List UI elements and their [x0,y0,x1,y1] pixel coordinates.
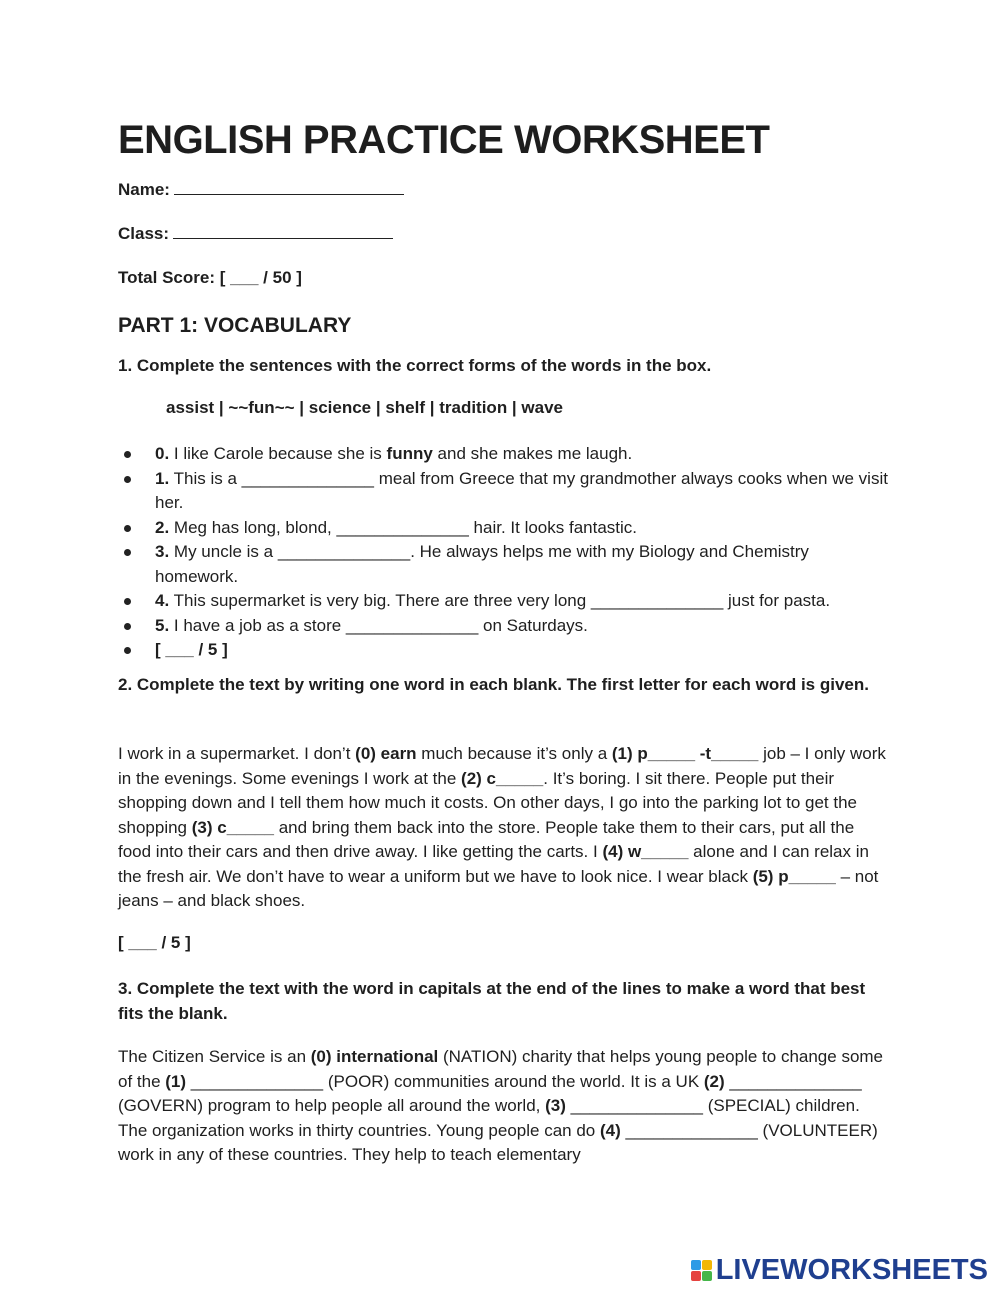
list-item [118,467,888,516]
q2-blank-3[interactable]: (3) c_____ [191,817,274,837]
q3-blank-2[interactable]: ______________ (GOVERN) program to help people all around the world, [118,1071,862,1115]
item-text-end: and she makes me laugh. [432,444,633,463]
q2-blank-2[interactable]: (2) c_____ [461,768,544,788]
bullet-icon [124,451,131,458]
list-item [118,442,888,467]
q3-blank-number: (3) [545,1096,566,1115]
q2-text-part: much because it’s only a [416,744,612,763]
class-field [118,224,393,244]
q3-blank-3[interactable]: ______________ (SPECIAL) children. The organization works in thirty countries. Young people can do [118,1096,860,1140]
q3-text-part: (NATION) charity that helps young people to change some of the [118,1047,884,1091]
class-blank-line[interactable] [173,224,393,239]
q3-text-part: The Citizen Service is an [118,1047,311,1066]
logo-square-icon [691,1271,701,1281]
logo-text: LIVEWORKSHEETS [715,1254,988,1286]
part1-heading: PART 1: VOCABULARY [118,314,352,337]
page-title: ENGLISH PRACTICE WORKSHEET [118,118,770,162]
name-blank-line[interactable] [174,180,404,195]
q3-blank-number: (1) [165,1071,187,1091]
item-text: I like Carole because she is [169,444,387,463]
item-number: 5. [155,615,170,635]
item-number: 0. [155,444,170,463]
total-score: Total Score: [ ___ / 50 ] [118,268,302,287]
q2-blank-4[interactable]: (4) w_____ [602,842,689,861]
q2-text-part: – not jeans – and black shoes. [118,866,879,910]
name-label: Name: [118,180,170,199]
list-item [118,614,888,639]
q3-instruction: 3. Complete the text with the word in capitals at the end of the lines to make a word that best fits the blank. [118,979,866,1023]
item-text[interactable]: Meg has long, blond, ______________ hair. It looks fantastic. [169,517,638,537]
q2-text-part: I work in a supermarket. I don’t [118,744,356,763]
q2-instruction: 2. Complete the text by writing one word in each blank. The first letter for each word is given. [118,675,869,694]
item-number: 4. [155,591,170,610]
item-answer-example: funny [386,444,433,463]
q1-word-box: assist | ~~fun~~ | science | shelf | tradition | wave [166,398,563,417]
logo-square-icon [691,1260,701,1270]
bullet-icon [124,525,131,532]
q2-example-answer: (0) earn [355,744,417,763]
item-text[interactable]: This is a ______________ meal from Greece that my grandmother always cooks when we visit her. [155,468,888,512]
bullet-icon [124,647,131,654]
bullet-icon [124,598,131,605]
q3-blank-number: (2) [703,1071,725,1091]
list-item [118,638,888,663]
q3-blank-4[interactable]: ______________ (VOLUNTEER) work in any of these countries. They help to teach elementary [118,1120,878,1164]
q3-example-answer: (0) international [310,1047,439,1066]
item-text[interactable]: My uncle is a ______________. He always helps me with my Biology and Chemistry homework. [155,542,809,586]
q1-sentence-list [118,442,888,663]
item-number: 2. [155,517,170,537]
item-text[interactable]: This supermarket is very big. There are three very long ______________ just for pasta. [169,591,831,610]
q2-text-part: alone and I can relax in the fresh air. We don’t have to wear a uniform but we have to look nice. I wear black [118,842,869,886]
liveworksheets-logo [691,1254,988,1287]
logo-square-icon [702,1271,712,1281]
bullet-icon [124,623,131,630]
name-field [118,180,404,200]
list-item [118,589,888,614]
q2-blank-1[interactable]: (1) p_____ -t_____ [611,744,759,763]
list-item [118,516,888,541]
q2-text-part: . It’s boring. I sit there. People put their shopping down and I tell them how much it costs. On other days, I go into the parking lot to get the shopping [118,768,857,837]
q2-text [118,742,888,914]
logo-icon [691,1260,712,1281]
q2-blank-5[interactable]: (5) p_____ [752,866,836,886]
q3-text [118,1045,888,1168]
q1-instruction: 1. Complete the sentences with the correct forms of the words in the box. [118,356,712,375]
logo-square-icon [702,1260,712,1270]
bullet-icon [124,476,131,483]
class-label: Class: [118,224,170,243]
bullet-icon [124,549,131,556]
item-number: 3. [155,542,170,561]
q2-score: [ ___ / 5 ] [118,933,191,952]
q3-blank-number: (4) [599,1120,621,1140]
q2-text-part: and bring them back into the store. People take them to their cars, put all the food into their cars and then drive away. I like getting the carts. I [118,817,855,861]
q1-score: [ ___ / 5 ] [155,640,228,659]
list-item [118,540,888,589]
q2-text-part: job – I only work in the evenings. Some evenings I work at the [118,744,886,788]
item-text[interactable]: I have a job as a store ______________ on Saturdays. [169,615,588,635]
item-number: 1. [155,468,170,488]
q3-blank-1[interactable]: ______________ (POOR) communities around the world. It is a UK [186,1071,704,1091]
